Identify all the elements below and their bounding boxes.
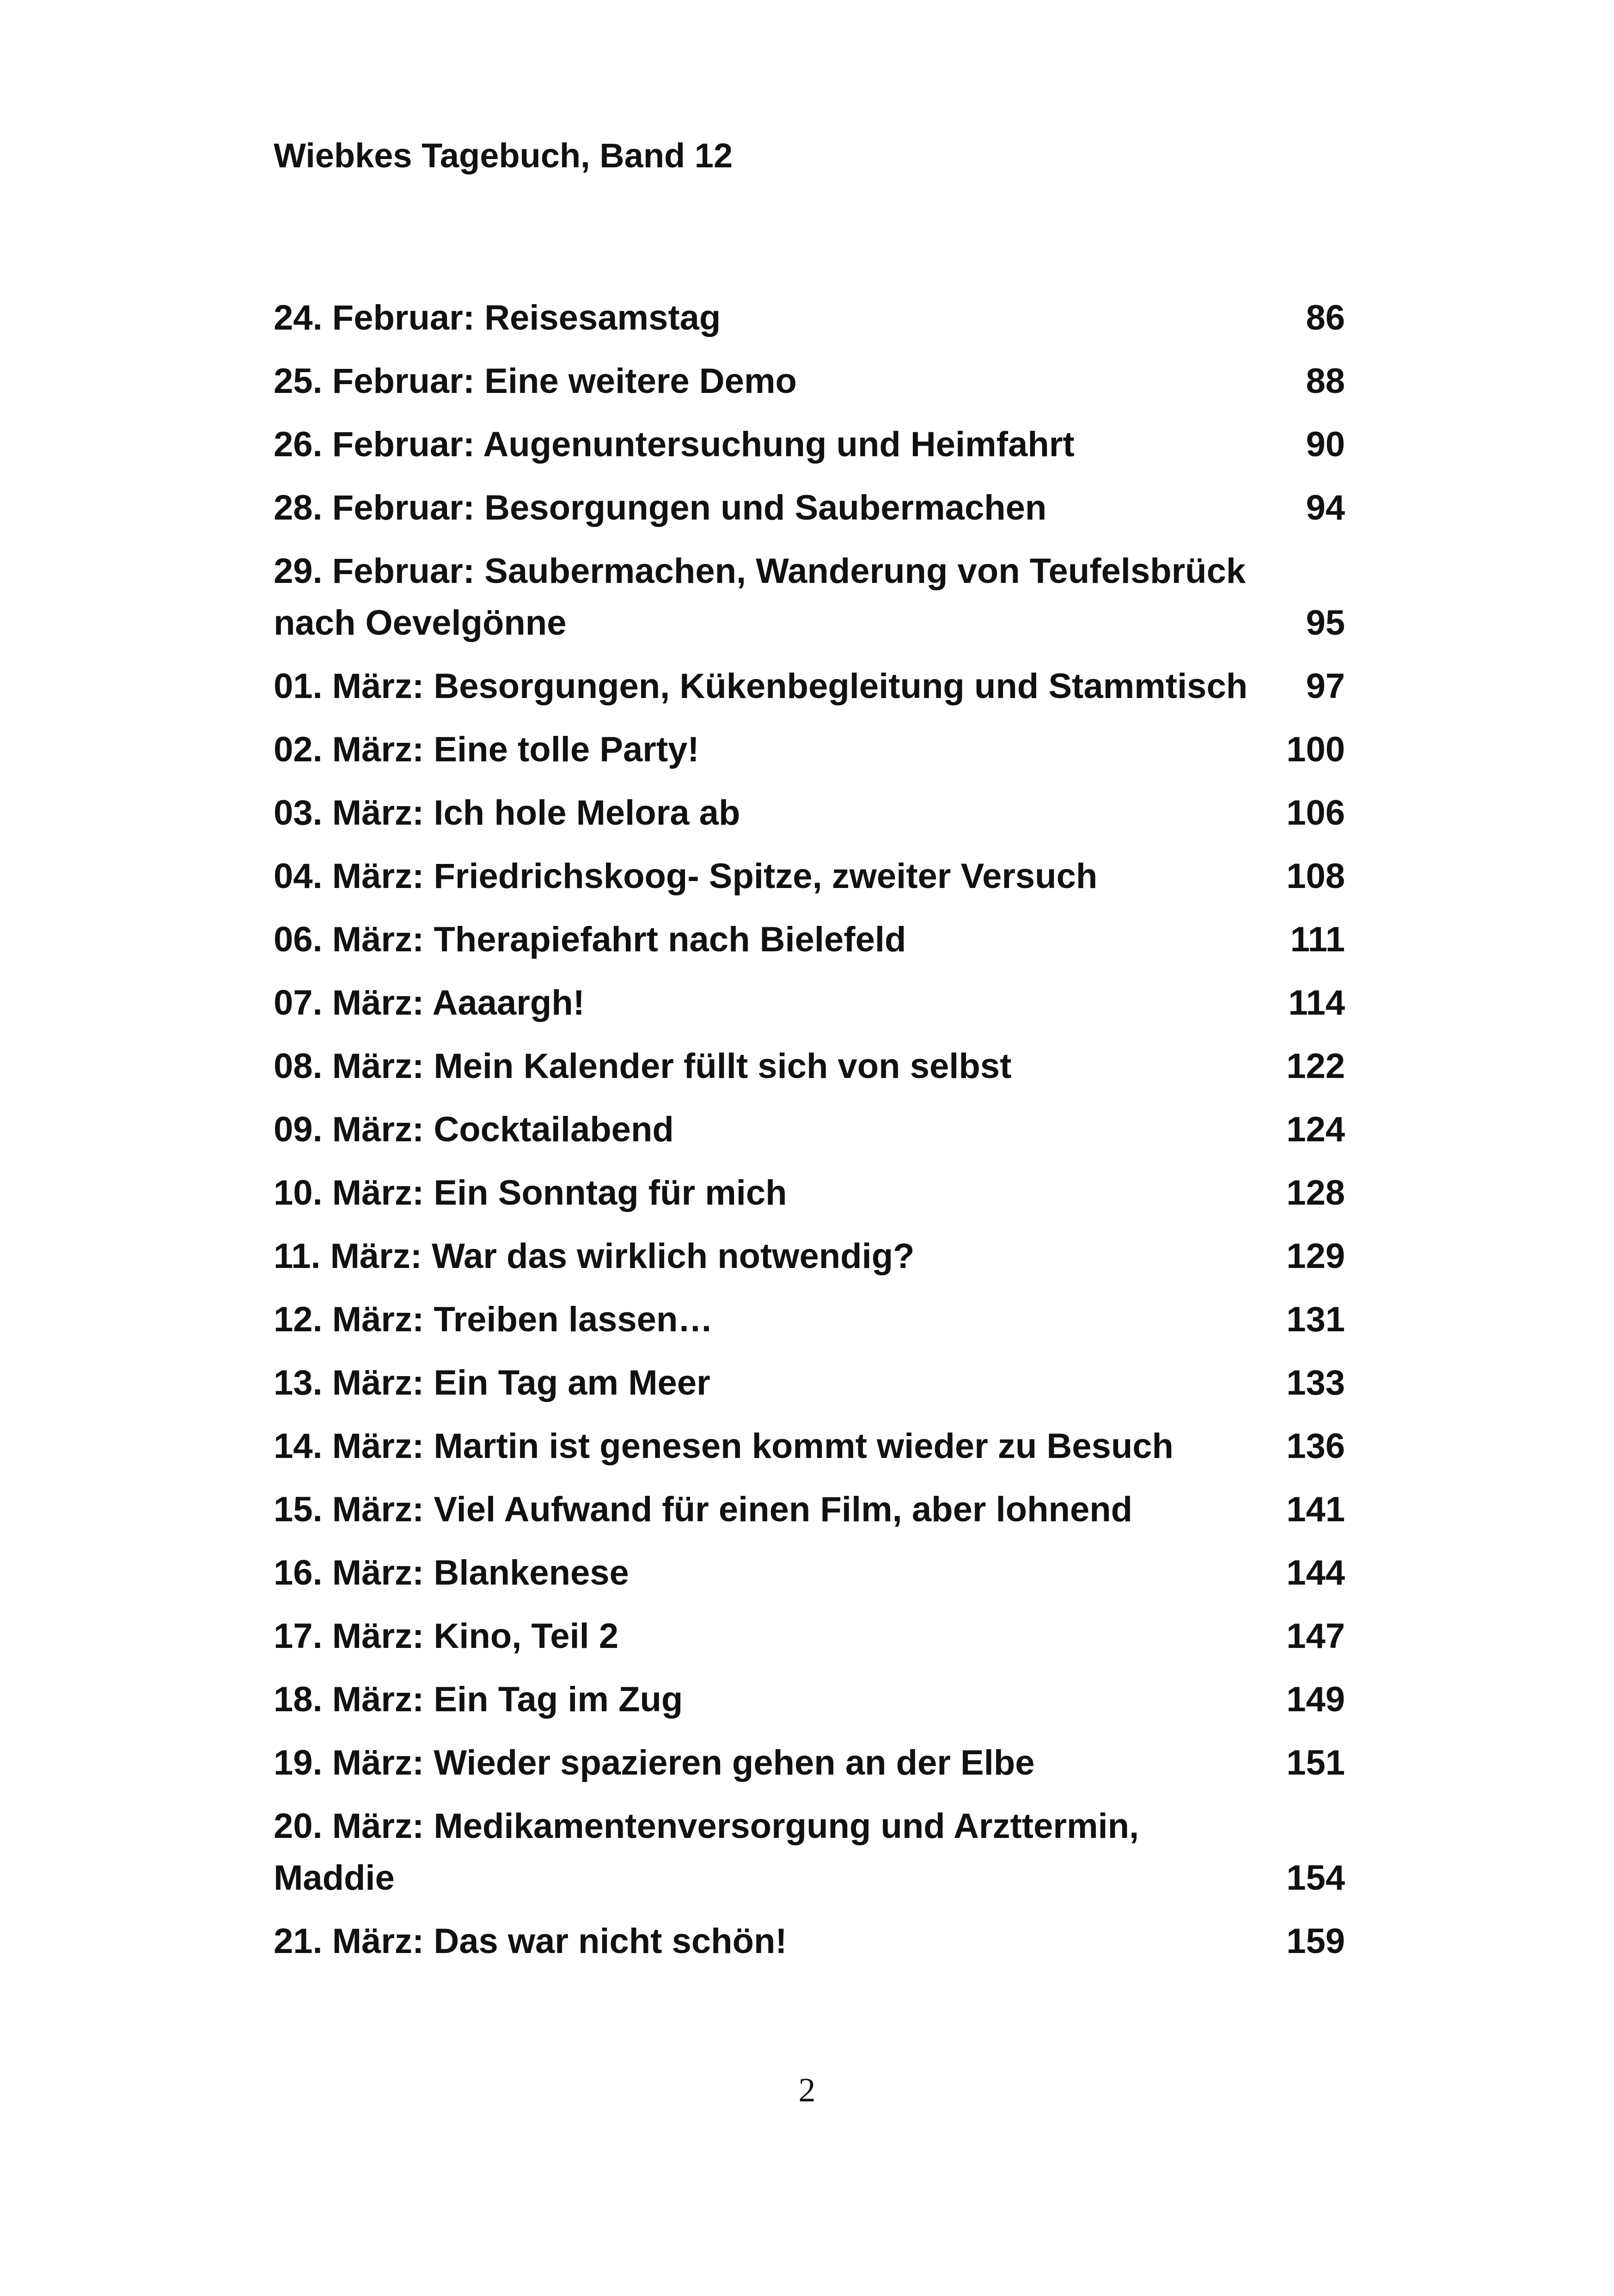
- toc-entry-page: 111: [1290, 920, 1345, 959]
- toc-entry: [274, 1162, 1345, 1225]
- toc-entry-page: 133: [1286, 1363, 1345, 1402]
- toc-entry-title: 09. März: Cocktailabend: [274, 1110, 674, 1149]
- toc-entry-title: 13. März: Ein Tag am Meer: [274, 1363, 710, 1402]
- toc-entry-page: 149: [1286, 1680, 1345, 1719]
- toc-entry: [274, 1795, 1345, 1910]
- toc-entry: [274, 1098, 1345, 1162]
- toc-entry-page: 114: [1288, 983, 1345, 1022]
- page-title: Wiebkes Tagebuch, Band 12: [274, 136, 733, 175]
- toc-entry-page: 147: [1286, 1616, 1345, 1656]
- toc-entry: [274, 1225, 1345, 1288]
- toc-entry-title: 02. März: Eine tolle Party!: [274, 730, 699, 769]
- toc-entry-title: 20. März: Medikamentenversorgung und Arzttermin, Maddie: [274, 1806, 1139, 1898]
- toc-entry-page: 129: [1286, 1237, 1345, 1276]
- toc-entry-title: 19. März: Wieder spazieren gehen an der Elbe: [274, 1743, 1035, 1782]
- toc-entry: [274, 782, 1345, 845]
- toc-entry-title: 08. März: Mein Kalender füllt sich von selbst: [274, 1047, 1012, 1086]
- toc-entry: [274, 1910, 1345, 1973]
- toc-entry-title: 10. März: Ein Sonntag für mich: [274, 1173, 787, 1212]
- toc-entry: [274, 540, 1345, 655]
- toc-entry-page: 144: [1286, 1553, 1345, 1592]
- toc-entry: [274, 413, 1345, 477]
- toc-entry-title: 14. März: Martin ist genesen kommt wieder zu Besuch: [274, 1427, 1174, 1466]
- toc-entry-page: 151: [1286, 1743, 1345, 1782]
- toc-entry: [274, 1732, 1345, 1795]
- toc-entry-page: 90: [1306, 425, 1345, 464]
- toc-entry: [274, 287, 1345, 350]
- toc-entry-page: 124: [1286, 1110, 1345, 1149]
- toc-entry: [274, 718, 1345, 782]
- toc-entry-title: 17. März: Kino, Teil 2: [274, 1616, 619, 1656]
- table-of-contents: [274, 287, 1345, 1973]
- toc-entry-page: 108: [1286, 857, 1345, 896]
- toc-entry-page: 94: [1306, 488, 1345, 527]
- toc-entry-page: 136: [1286, 1427, 1345, 1466]
- toc-entry-title: 07. März: Aaaargh!: [274, 983, 585, 1022]
- toc-entry-title: 11. März: War das wirklich notwendig?: [274, 1237, 915, 1276]
- toc-entry: [274, 1478, 1345, 1542]
- toc-entry: [274, 477, 1345, 540]
- toc-entry-page: 128: [1286, 1173, 1345, 1212]
- toc-entry: [274, 1415, 1345, 1478]
- toc-entry-page: 88: [1306, 361, 1345, 401]
- toc-entry-page: 159: [1286, 1922, 1345, 1961]
- toc-entry: [274, 1668, 1345, 1732]
- toc-entry: [274, 908, 1345, 972]
- toc-entry: [274, 350, 1345, 413]
- toc-entry-title: 29. Februar: Saubermachen, Wanderung von Teufelsbrück nach Oevelgönne: [274, 551, 1246, 643]
- toc-entry-title: 06. März: Therapiefahrt nach Bielefeld: [274, 920, 906, 959]
- toc-entry-title: 04. März: Friedrichskoog- Spitze, zweiter Versuch: [274, 857, 1098, 896]
- toc-entry-page: 86: [1306, 298, 1345, 337]
- toc-entry-title: 01. März: Besorgungen, Kükenbegleitung und Stammtisch: [274, 667, 1248, 706]
- toc-entry-title: 28. Februar: Besorgungen und Saubermachen: [274, 488, 1047, 527]
- toc-entry-page: 154: [1286, 1858, 1345, 1898]
- toc-entry: [274, 1542, 1345, 1605]
- toc-entry: [274, 1035, 1345, 1098]
- toc-entry-page: 100: [1286, 730, 1345, 769]
- toc-entry-title: 12. März: Treiben lassen…: [274, 1300, 713, 1339]
- toc-entry: [274, 1352, 1345, 1415]
- toc-entry: [274, 972, 1345, 1035]
- toc-entry-title: 26. Februar: Augenuntersuchung und Heimfahrt: [274, 425, 1075, 464]
- page-number: 2: [798, 2071, 816, 2109]
- toc-entry-title: 25. Februar: Eine weitere Demo: [274, 361, 797, 401]
- toc-entry-page: 95: [1306, 603, 1345, 643]
- toc-entry-page: 106: [1286, 793, 1345, 833]
- toc-entry-title: 15. März: Viel Aufwand für einen Film, aber lohnend: [274, 1490, 1133, 1529]
- toc-entry: [274, 655, 1345, 718]
- toc-entry: [274, 845, 1345, 908]
- toc-entry-title: 21. März: Das war nicht schön!: [274, 1922, 787, 1961]
- toc-entry-title: 03. März: Ich hole Melora ab: [274, 793, 740, 833]
- toc-entry-page: 97: [1306, 667, 1345, 706]
- toc-entry: [274, 1288, 1345, 1352]
- toc-entry-page: 131: [1286, 1300, 1345, 1339]
- toc-entry-page: 122: [1286, 1047, 1345, 1086]
- toc-entry-title: 24. Februar: Reisesamstag: [274, 298, 721, 337]
- toc-entry: [274, 1605, 1345, 1668]
- toc-entry-page: 141: [1286, 1490, 1345, 1529]
- toc-entry-title: 18. März: Ein Tag im Zug: [274, 1680, 683, 1719]
- toc-entry-title: 16. März: Blankenese: [274, 1553, 629, 1592]
